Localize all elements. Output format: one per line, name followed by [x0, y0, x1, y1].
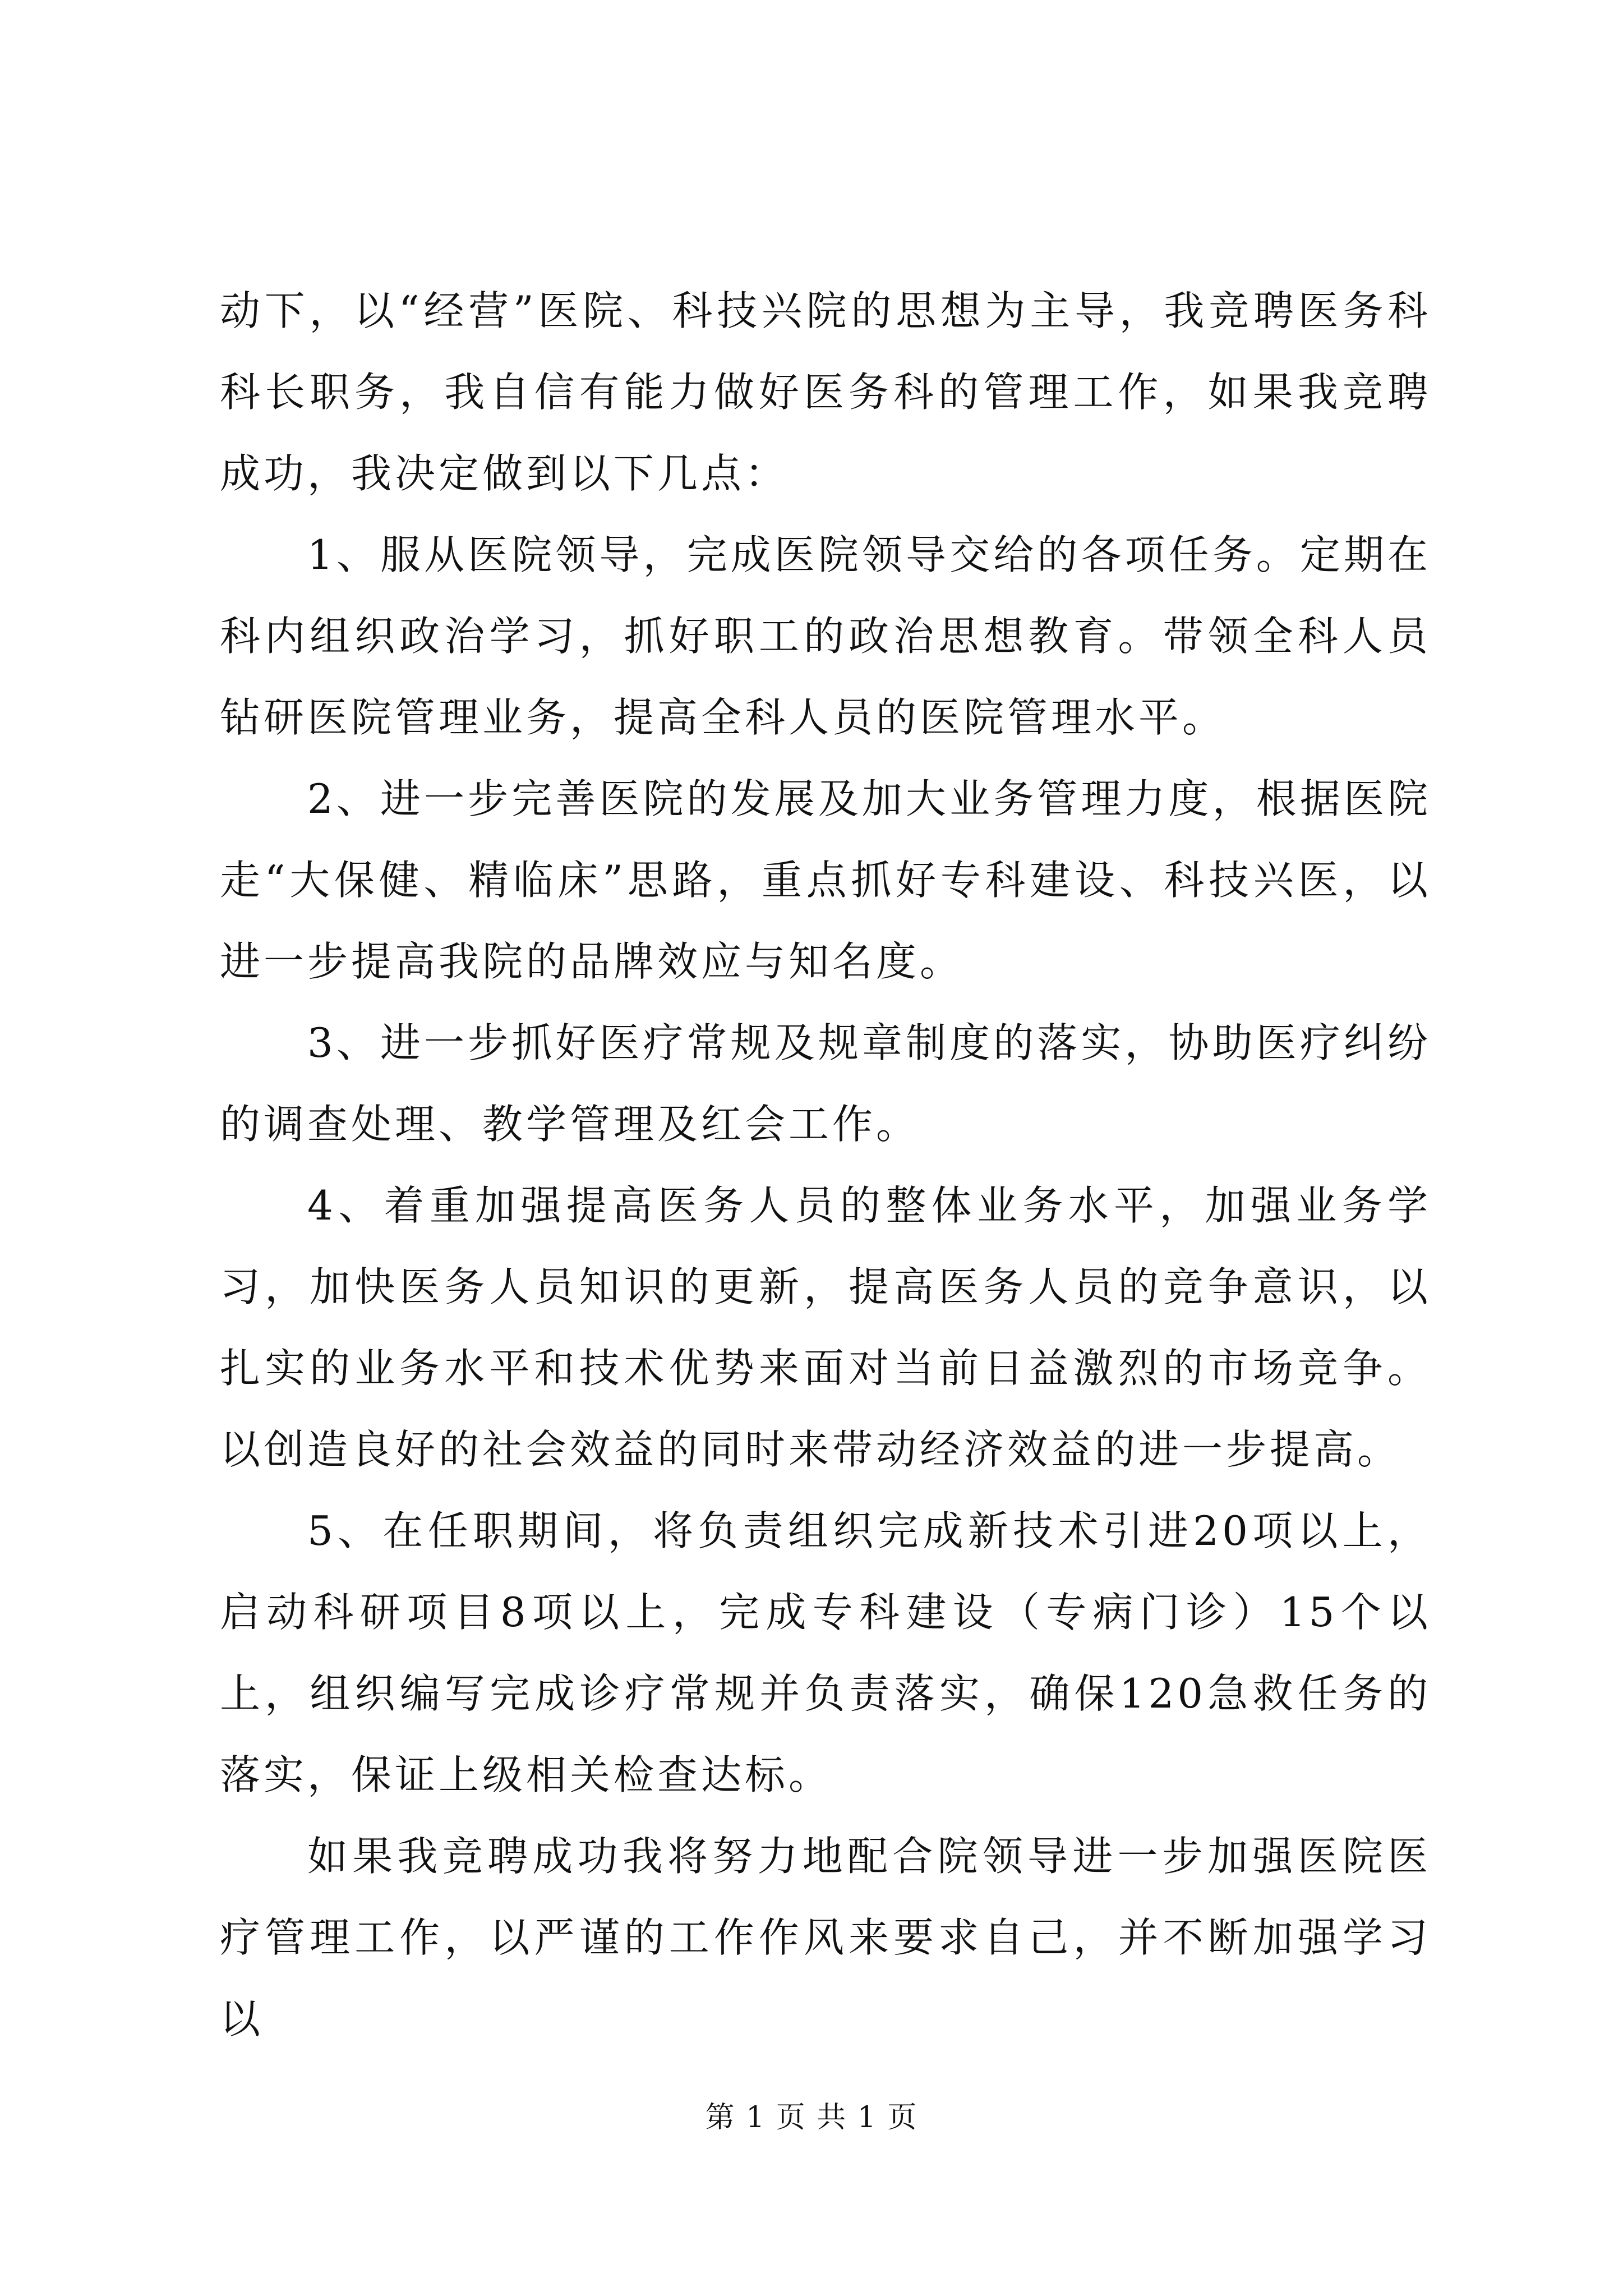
paragraph-closing: 如果我竞聘成功我将努力地配合院领导进一步加强医院医疗管理工作，以严谨的工作作风来要求自己，并不断加强学习以: [220, 1833, 1431, 2042]
paragraph-item-4: 4、着重加强提高医务人员的整体业务水平，加强业务学习，加快医务人员知识的更新，提高医务人员的竞争意识，以扎实的业务水平和技术优势来面对当前日益激烈的市场竞争。以创造良好的社会效益的同时来带动经济效益的进一步提高。: [220, 1182, 1431, 1473]
paragraph-intro: 动下，以“经营”医院、科技兴院的思想为主导，我竞聘医务科科长职务，我自信有能力做好医务科的管理工作，如果我竞聘成功，我决定做到以下几点：: [220, 287, 1431, 497]
paragraph-item-5: 5、在任职期间，将负责组织完成新技术引进20项以上，启动科研项目8项以上，完成专科建设（专病门诊）15个以上，组织编写完成诊疗常规并负责落实，确保120急救任务的落实，保证上级相关检查达标。: [220, 1507, 1431, 1798]
document-body: [220, 270, 1431, 2060]
paragraph-item-1: 1、服从医院领导，完成医院领导交给的各项任务。定期在科内组织政治学习，抓好职工的政治思想教育。带领全科人员钻研医院管理业务，提高全科人员的医院管理水平。: [220, 531, 1431, 741]
page-footer: 第 1 页 共 1 页: [705, 2101, 918, 2134]
paragraph-item-3: 3、进一步抓好医疗常规及规章制度的落实，协助医疗纠纷的调查处理、教学管理及红会工作。: [220, 1019, 1431, 1148]
paragraph-item-2: 2、进一步完善医院的发展及加大业务管理力度，根据医院走“大保健、精临床”思路，重点抓好专科建设、科技兴医，以进一步提高我院的品牌效应与知名度。: [220, 775, 1431, 985]
